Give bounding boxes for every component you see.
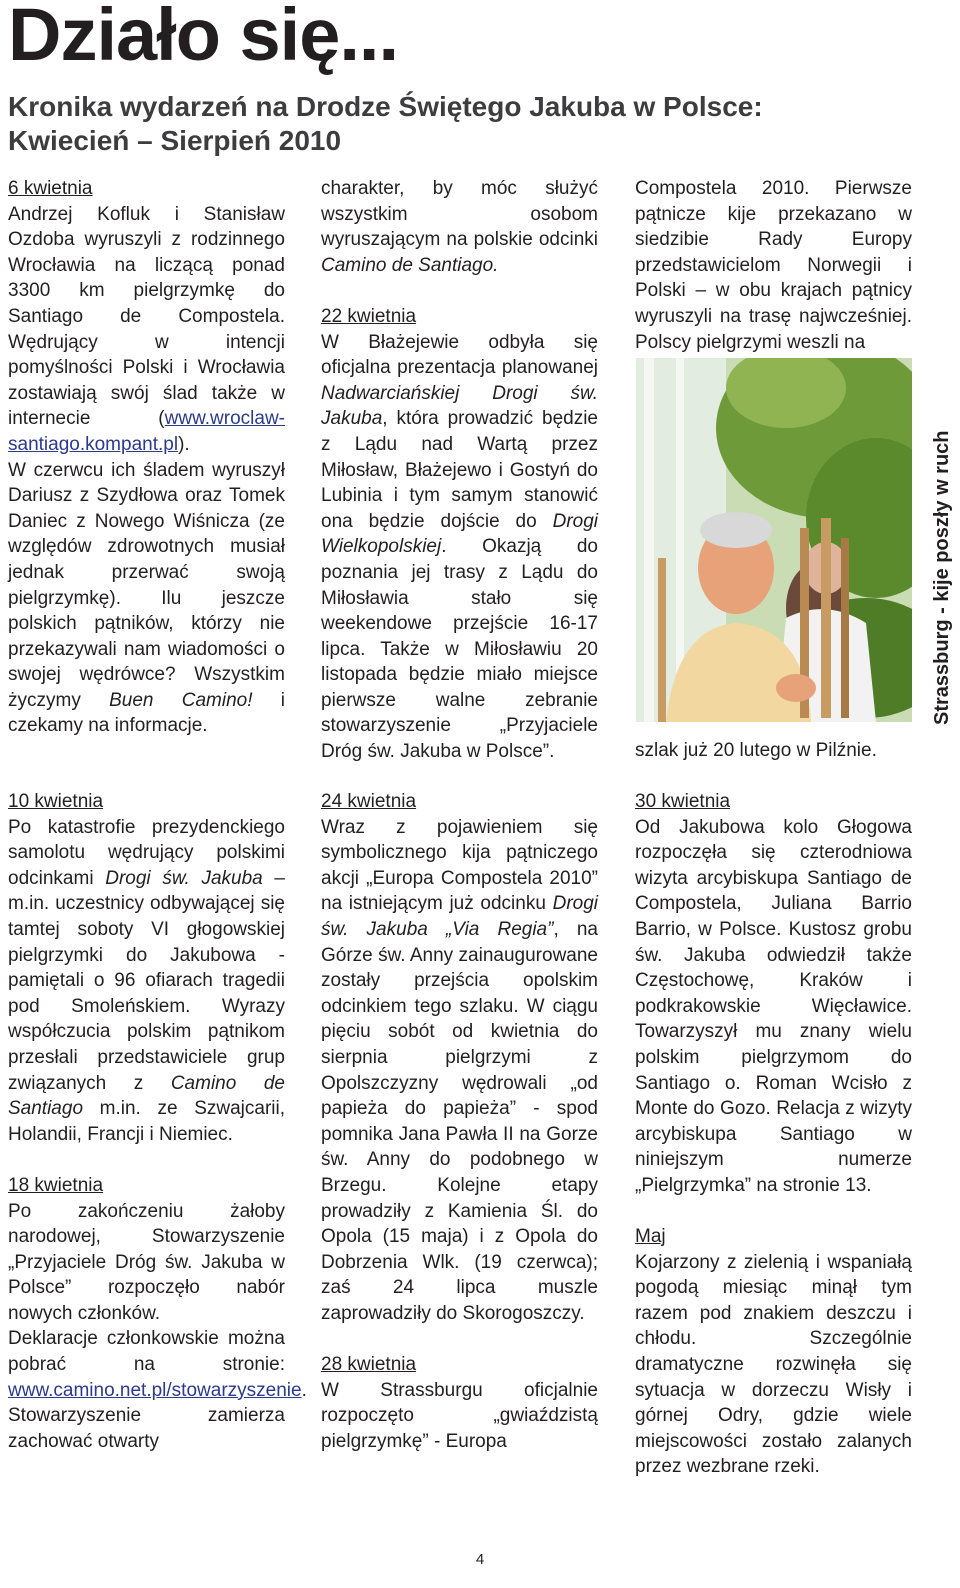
entry-italic: Drogi Wielkopolskiej: [321, 510, 598, 558]
entry-text: Deklaracje członkowskie można pobrać na stronie:: [8, 1328, 285, 1376]
photo-caption: Strassburg - kije poszły w ruch: [931, 430, 953, 725]
camino-net-link[interactable]: www.camino.net.pl/stowarzyszenie: [8, 1379, 302, 1401]
page-title: Działo się...: [8, 0, 399, 76]
entry-italic: Drogi św. Jakuba: [105, 867, 263, 889]
subtitle-line-2: Kwiecień – Sierpień 2010: [8, 125, 342, 156]
entry-text-24-april: [321, 815, 598, 1327]
entry-date-10-april: 10 kwietnia: [8, 791, 104, 812]
entry-text-30-april: Od Jakubowa kolo Głogowa rozpoczęła się czterodniowa wizyta arcybiskupa Santiago de Compostela, Juliana Barrio Barrio, w Polsce. Kustosz grobu św. Jakuba odwiedził także Częstochowę, Kraków i podkrakowskie Więcławice. Towarzyszył mu znany wielu polskim pielgrzymom do Santiago o. Roman Wcisło z Monte do Gozo. Relacja z wizyty arcybiskupa Santiago w niniejszym numerze „Pielgrzymka” na stronie 13.: [635, 816, 912, 1196]
entry-date-28-april: 28 kwietnia: [321, 1354, 417, 1376]
page-number: 4: [475, 1551, 485, 1568]
column-1-lower: [8, 789, 307, 1454]
entry-date-18-april: 18 kwietnia: [8, 1174, 104, 1196]
column-2-lower: [321, 789, 598, 1454]
entry-italic: Buen Camino!: [109, 689, 253, 711]
entry-text-10-april: [8, 815, 285, 1148]
entry-text: W czerwcu ich śladem wyruszył Dariusz z Szydłowa oraz Tomek Daniec z Nowego Wiśnicza (ze względów zdrowotnych musiał jednak przerwać swoją pielgrzymkę). Ilu jeszcze polskich pątników, którzy nie przekazywali nam wiadomości o swojej wędrówce? Wszystkim życzymy: [8, 459, 285, 711]
entry-date-may: Maj: [635, 1226, 666, 1248]
entry-text-declarations: [8, 1326, 307, 1454]
column-2: [321, 176, 598, 765]
entry-text-may: Kojarzony z zielenią i wspaniałą pogodą miesiąc minął tym razem pod znakiem deszczu i chłodu. Szczególnie dramatyczne rozwinęła się sytuacja w dorzeczu Wisły i górnej Odry, gdzie wiele miejscowości zostało zalanych przez wezbrane rzeki.: [635, 1251, 912, 1478]
entry-text: , na Górze św. Anny zainaugurowane zostały przejścia opolskim odcinkiem tego szlaku. W ciągu pięciu sobót od kwietnia do sierpnia pielgrzymi z Opolszczyzny wędrowali „od papieża do papieża” - spod pomnika Jana Pawła II na Gorze św. Anny do podobnego w Brzegu. Kolejne etapy prowadziły z Kamienia Śl. do Opola (15 maja) i z Opola do Dobrzenia Wlk. (19 czerwca); zaś 24 lipca muszle zaprowadziły do Skorogoszczy.: [321, 918, 598, 1324]
entry-text: m.in. ze Szwajcarii, Holandii, Francji i Niemiec.: [8, 1098, 285, 1145]
entry-text: , która prowadzić będzie z Lądu nad Wartą przez Miłosław, Błażejewo i Gostyń do Lubinia i tym samym stanowić ona będzie dojście do: [321, 408, 598, 532]
page-subtitle: [8, 90, 908, 158]
entry-text: – m.in. uczestnicy odbywającej się tamtej soboty VI głogowskiej pielgrzymki do Jakubowa - pamiętali o 96 ofiarach tragedii pod Smoleńskiem. Wyrazy współczucia polskim pątnikom przesłali przedstawiciele grup związanych z: [8, 867, 285, 1094]
entry-text-28-april: W Strassburgu oficjalnie rozpoczęto „gwiaździstą pielgrzymkę” - Europa: [321, 1379, 598, 1452]
entry-italic: Camino de Santiago: [8, 1072, 285, 1120]
column-1: [8, 176, 285, 739]
entry-date-22-april: 22 kwietnia: [321, 305, 417, 327]
entry-text-6-april: [8, 202, 285, 458]
entry-text: Wraz z pojawieniem się symbolicznego kija pątniczego akcji „Europa Compostela 2010” na istniejącym już odcinku: [321, 816, 598, 915]
column-3-lower: [635, 789, 912, 1480]
entry-text: charakter, by móc służyć wszystkim osobom wyruszającym na polskie odcinki: [321, 178, 598, 251]
entry-text: . Stowarzyszenie zamierza zachować otwarty: [8, 1379, 307, 1452]
entry-text: Po zakończeniu żałoby narodowej, Stowarzyszenie „Przyjaciele Dróg św. Jakuba w Polsce” rozpoczęło nabór nowych członków.: [8, 1200, 285, 1324]
entry-text: W Błażejewie odbyła się oficjalna prezentacja planowanej: [321, 331, 598, 379]
column-3-caption-text: [635, 738, 912, 764]
entry-text-22-april: [321, 330, 598, 765]
entry-text: i czekamy na informacje.: [8, 689, 286, 737]
entry-date-6-april: 6 kwietnia: [8, 178, 93, 199]
subtitle-line-1: Kronika wydarzeń na Drodze Świętego Jakuba w Polsce:: [8, 91, 763, 122]
entry-text-18-april: [8, 1199, 285, 1327]
column-3: [635, 176, 912, 355]
entry-text: Andrzej Kofluk i Stanisław Ozdoba wyruszyli z rodzinnego Wrocławia na liczącą ponad 3300 km pielgrzymkę do Santiago de Compostela. Wędrujący w intencji pomyślności Polski i Wrocławia zostawiają swój ślad także w internecie (: [8, 203, 285, 430]
photo-illustration: [636, 358, 912, 722]
continued-text-end: szlak już 20 lutego w Pilźnie.: [635, 740, 877, 761]
entry-text: . Okazją do poznania jej trasy z Lądu do Miłosławia stało się weekendowe przejście 16-17 lipca. Także w Miłosławiu 20 listopada będzie miało miejsce pierwsze walne zebranie stowarzyszenie „Przyjaciele Dróg św. Jakuba w Polsce”.: [321, 536, 598, 763]
continued-text: Compostela 2010. Pierwsze pątnicze kije przekazano w siedzibie Rady Europy przedstawicielom Norwegii i Polski – w obu krajach pątnicy wyruszyli na trasę najwcześniej. Polscy pielgrzymi weszli na: [635, 178, 912, 353]
entry-date-30-april: 30 kwietnia: [635, 791, 731, 812]
entry-date-24-april: 24 kwietnia: [321, 791, 417, 812]
wroclaw-santiago-link[interactable]: www.wroclaw-santiago.kompant.pl: [8, 408, 285, 455]
entry-italic: Camino de Santiago.: [321, 254, 499, 276]
strassburg-photo: [636, 358, 912, 722]
entry-text: ).: [178, 433, 190, 455]
continued-text: [321, 176, 598, 278]
entry-text-june: [8, 458, 285, 740]
entry-italic: Drogi św. Jakuba „Via Regia”: [321, 893, 598, 940]
entry-italic: Nadwarciańskiej Drogi św. Jakuba: [321, 382, 598, 430]
entry-text: Po katastrofie prezydenckiego samolotu wędrujący polskimi odcinkami: [8, 816, 285, 889]
